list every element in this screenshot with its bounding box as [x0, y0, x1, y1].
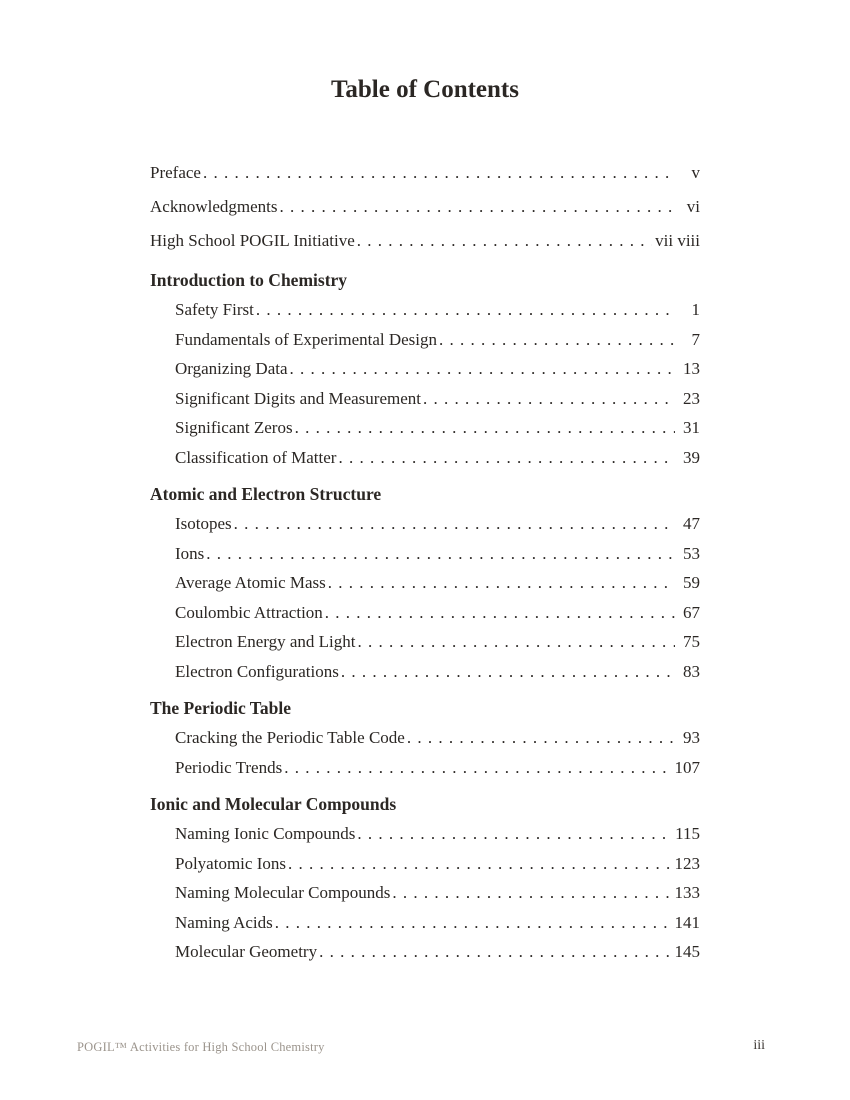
leader-dots — [407, 723, 675, 753]
toc-entry-label: Fundamentals of Experimental Design — [175, 329, 438, 349]
toc-entry-label: Safety First — [175, 300, 254, 319]
toc-entry — [150, 568, 700, 598]
toc-entry-page: 7 — [691, 329, 700, 349]
section-heading-introduction-to-chemistry: Introduction to Chemistry — [150, 270, 348, 290]
toc-entry — [150, 937, 700, 967]
toc-entry-label: Acknowledgments — [150, 197, 278, 216]
leader-dots — [203, 156, 675, 190]
leader-dots — [338, 443, 675, 473]
toc-entry-label: Isotopes — [175, 514, 232, 533]
toc-entry — [150, 849, 700, 879]
leader-dots — [275, 908, 672, 938]
toc-entry-page: vii viii — [655, 231, 700, 250]
toc-entry-page: 31 — [683, 418, 700, 437]
toc-entry-page: 47 — [683, 514, 700, 533]
leader-dots — [319, 937, 671, 967]
toc-entry-label: Electron Energy and Light — [175, 632, 356, 651]
toc-entry — [150, 509, 700, 539]
toc-entry-label: Organizing Data — [175, 359, 288, 378]
leader-dots — [341, 657, 675, 687]
leader-dots — [357, 224, 652, 258]
toc-entry-label: Electron Configurations — [175, 661, 339, 681]
toc-entry-label: Naming Ionic Compounds — [175, 824, 356, 843]
toc-entry-page: 133 — [674, 883, 700, 902]
toc-entry — [150, 657, 700, 687]
toc-entry — [150, 443, 700, 473]
toc-entry — [150, 598, 700, 628]
toc-entry-page: 23 — [683, 388, 700, 408]
toc-entry — [150, 819, 700, 849]
leader-dots — [423, 384, 675, 414]
toc-entry-page: 83 — [683, 661, 700, 681]
toc-entry — [150, 878, 700, 908]
toc-entry-label: Preface — [150, 163, 201, 182]
leader-dots — [357, 819, 672, 849]
toc-entry-page: 145 — [674, 942, 700, 961]
toc-entry — [150, 413, 700, 443]
toc-entry — [150, 908, 700, 938]
section-heading-ionic-and-molecular-compounds: Ionic and Molecular Compounds — [150, 794, 397, 814]
section-heading-atomic-and-electron-structure: Atomic and Electron Structure — [150, 484, 382, 504]
toc-entry — [150, 753, 700, 783]
leader-dots — [439, 325, 675, 355]
footer-book-title: POGIL™ Activities for High School Chemistry — [77, 1040, 325, 1054]
leader-dots — [358, 627, 676, 657]
toc-entry-label: Naming Acids — [175, 912, 273, 932]
toc-entry — [150, 295, 700, 325]
toc-entry-label: Significant Digits and Measurement — [175, 388, 421, 408]
leader-dots — [279, 190, 675, 224]
leader-dots — [290, 354, 675, 384]
toc-entry-label: Average Atomic Mass — [175, 573, 326, 592]
toc-entry-page: 107 — [674, 757, 700, 777]
toc-entry-page: 67 — [683, 602, 700, 622]
toc-entry — [150, 384, 700, 414]
toc-entry-page: 141 — [674, 912, 700, 932]
toc-entry — [150, 354, 700, 384]
leader-dots — [256, 295, 675, 325]
leader-dots — [328, 568, 675, 598]
toc-entry-preface — [150, 156, 700, 190]
toc-entry-page: 13 — [683, 359, 700, 378]
leader-dots — [288, 849, 672, 879]
toc-entry-label: Cracking the Periodic Table Code — [175, 728, 405, 747]
toc-entry-page: v — [691, 163, 700, 182]
page-title: Table of Contents — [331, 76, 519, 103]
leader-dots — [234, 509, 675, 539]
footer-page-number: iii — [753, 1038, 765, 1053]
toc-entry-page: 115 — [675, 824, 700, 843]
toc-entry-page: 59 — [683, 573, 700, 592]
toc-entry-page: vi — [686, 197, 700, 216]
toc-entry — [150, 325, 700, 355]
toc-entry-page: 75 — [683, 632, 700, 651]
toc-entry-label: Naming Molecular Compounds — [175, 883, 391, 902]
leader-dots — [284, 753, 671, 783]
toc-entry-page: 93 — [683, 728, 700, 747]
toc-entry-pogil-initiative — [150, 224, 700, 258]
toc-entry-label: Classification of Matter — [175, 447, 337, 467]
toc-entry-label: High School POGIL Initiative — [150, 231, 355, 250]
leader-dots — [206, 539, 675, 569]
leader-dots — [295, 413, 675, 443]
toc-entry-label: Polyatomic Ions — [175, 853, 286, 873]
toc-entry — [150, 539, 700, 569]
toc-entry-label: Ions — [175, 543, 205, 563]
toc-entry-page: 1 — [691, 300, 700, 319]
toc-entry-label: Coulombic Attraction — [175, 602, 323, 622]
toc-entry-page: 123 — [674, 853, 700, 873]
toc-entry-label: Molecular Geometry — [175, 942, 318, 961]
table-of-contents — [150, 156, 700, 967]
toc-entry-page: 53 — [683, 543, 700, 563]
toc-entry-label: Periodic Trends — [175, 757, 283, 777]
toc-entry-page: 39 — [683, 447, 700, 467]
leader-dots — [325, 598, 675, 628]
section-heading-the-periodic-table: The Periodic Table — [150, 698, 291, 718]
toc-entry — [150, 627, 700, 657]
toc-entry — [150, 723, 700, 753]
leader-dots — [392, 878, 671, 908]
toc-entry-acknowledgments — [150, 190, 700, 224]
toc-entry-label: Significant Zeros — [175, 418, 293, 437]
